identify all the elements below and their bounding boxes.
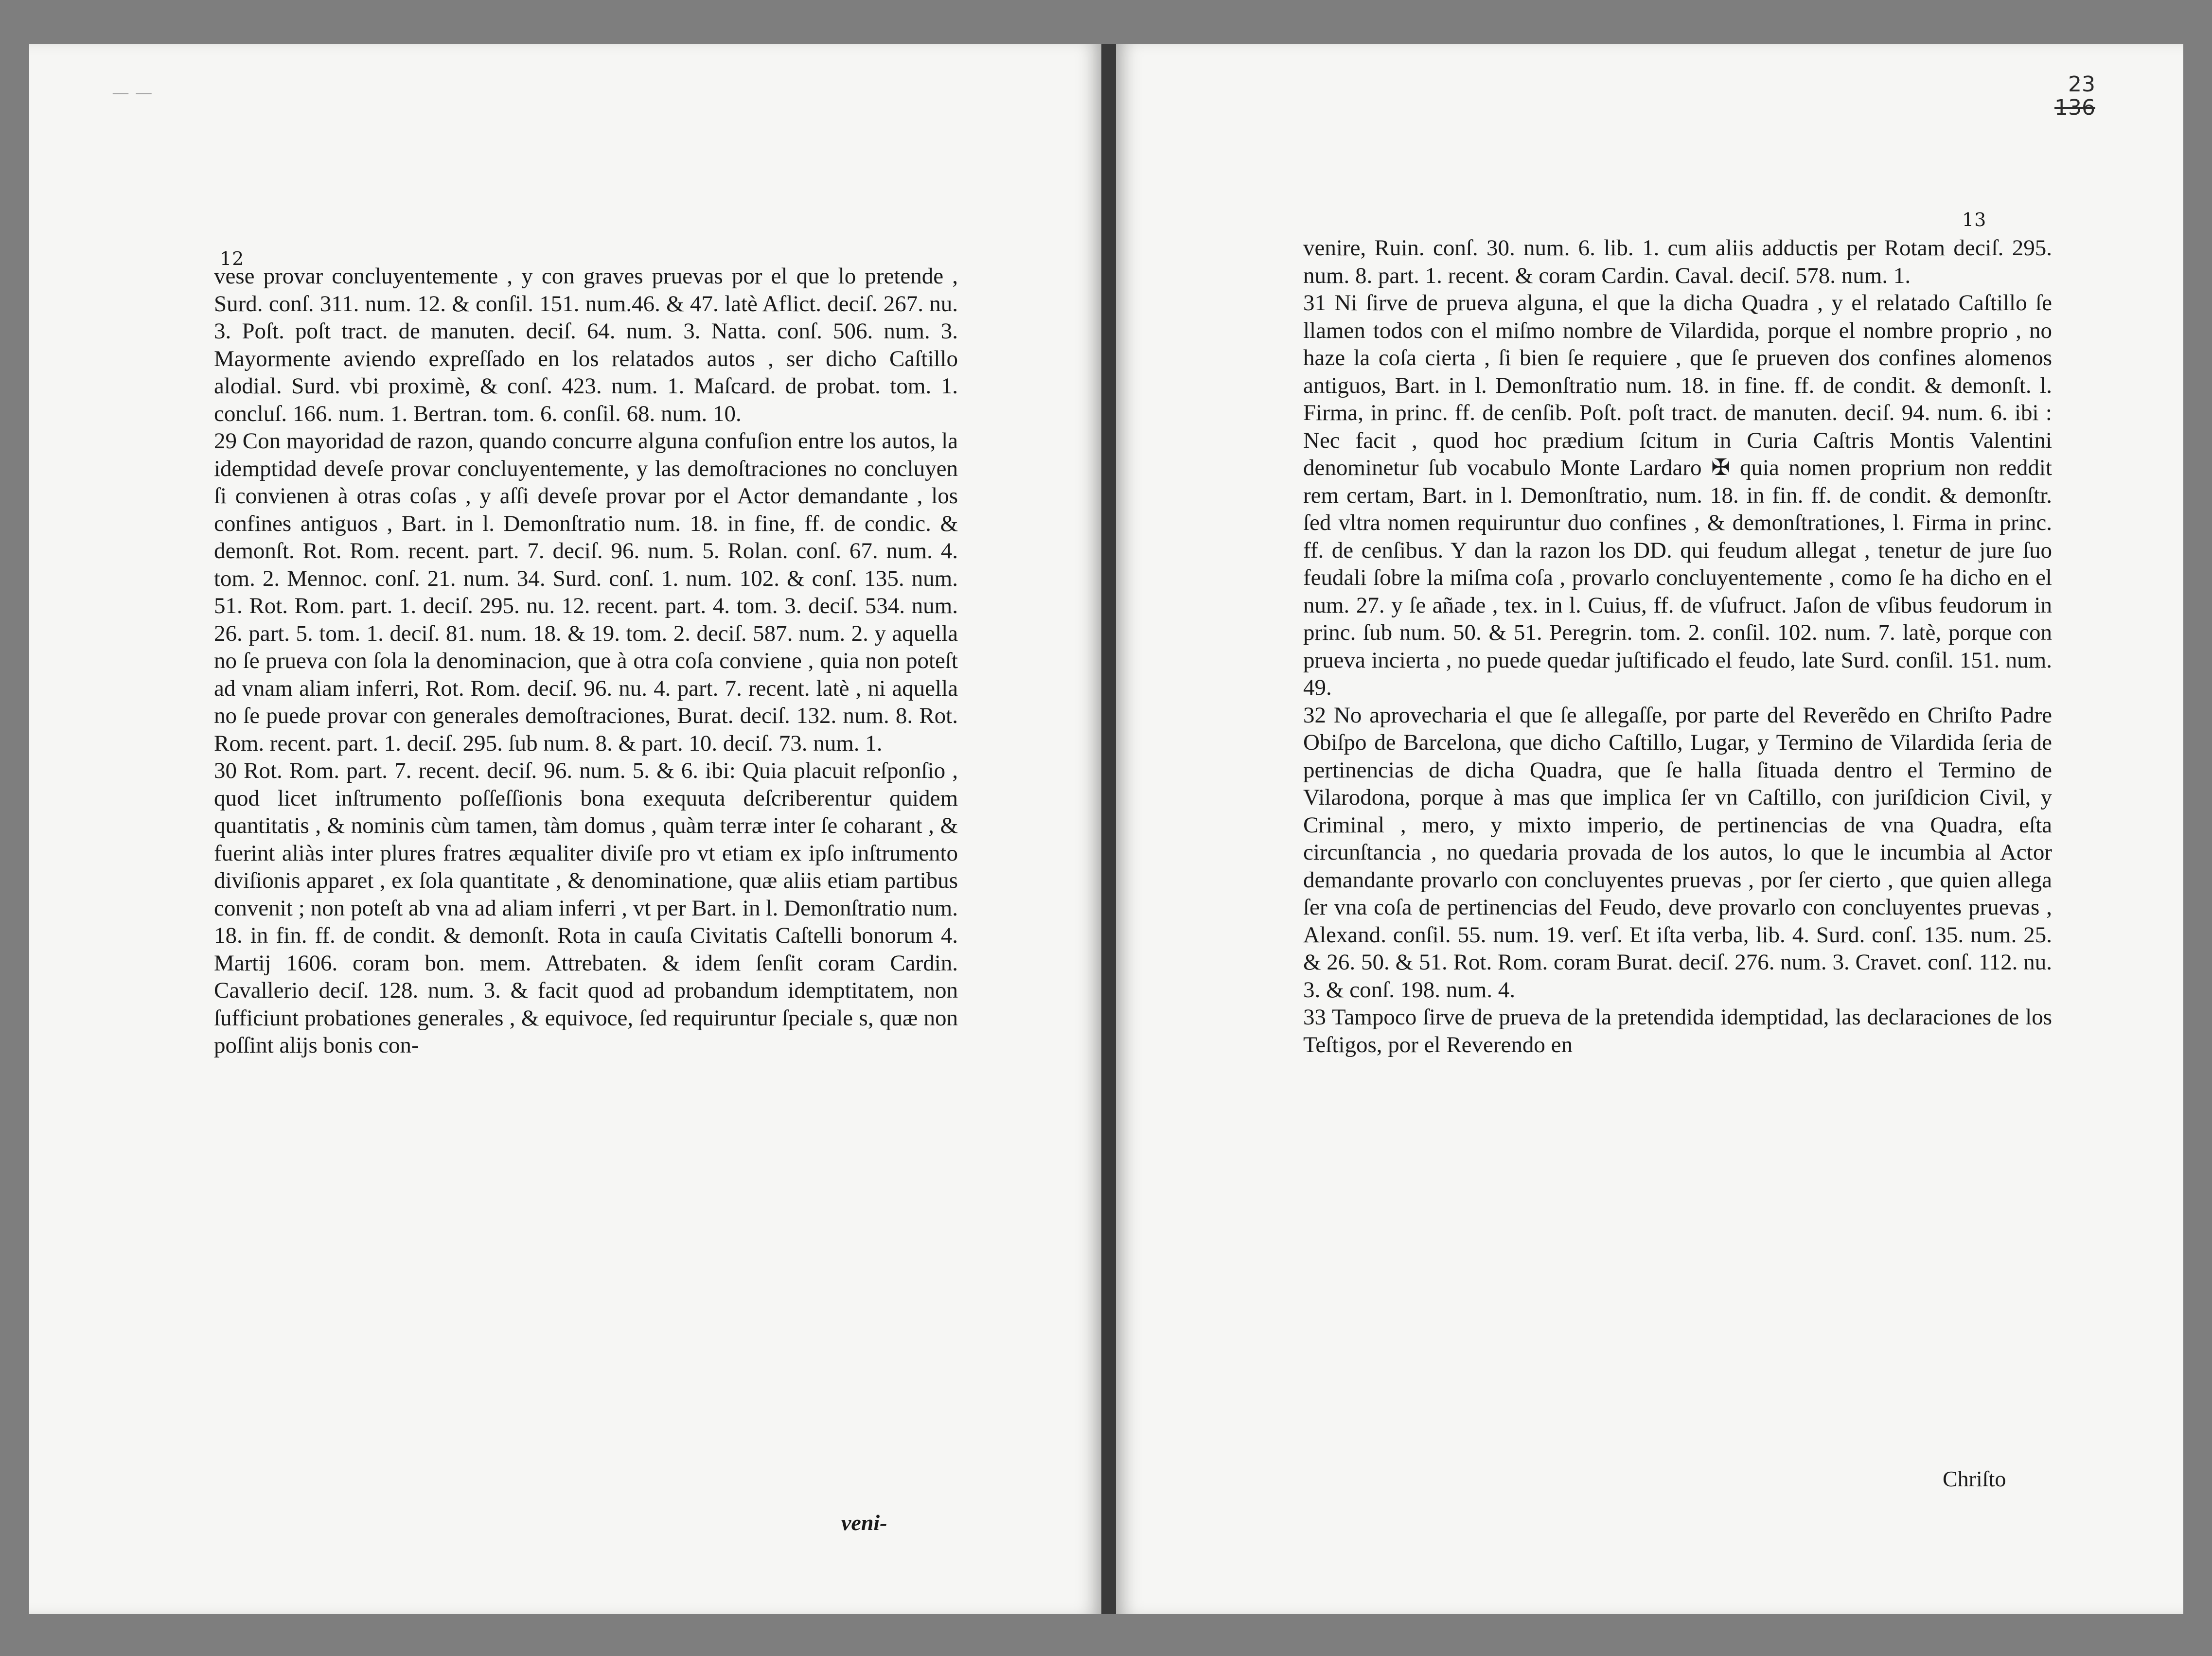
right-page: [1116, 44, 2183, 1614]
left-catchword: veni-: [841, 1510, 887, 1535]
paragraph: 31 Ni ſirve de prueva alguna, el que la dicha Quadra , y el relatado Caſtillo ſe llamen todos con el miſmo nombre de Vilardida, porque el nombre proprio , no haze la coſa cierta , ſi bien ſe requiere , que ſe prueven dos confines alomenos antiguos, Bart. in l. Demonſtratio num. 18. in fine. ff. de condit. & demonſt. l. Firma, in princ. ff. de cenſib. Poſt. poſt tract. de manuten. deciſ. 94. num. 6. ibi : Nec facit , quod hoc prædium ſcitum in Curia Caſtris Montis Valentini denominetur ſub vocabulo Monte Lardaro ✠ quia nomen proprium non reddit rem certam, Bart. in l. Demonſtratio, num. 18. in fin. ff. de condit. & demonſtr. ſed vltra nomen requiruntur duo confines , & demonſtrationes, l. Firma in princ. ff. de cenſibus. Y dan la razon los DD. qui feudum allegat , tenetur de jure ſuo feudali ſobre la miſma coſa , provarlo concluyentemente , como ſe ha dicho en el num. 27. y ſe añade , tex. in l. Cuius, ff. de vſufruct. Jaſon de vſibus feudorum in princ. ſub num. 50. & 51. Peregrin. tom. 2. conſil. 102. num. 7. latè, porque con prueva incierta , no puede quedar juſtificado el feudo, late Surd. conſil. 151. num. 49.: [1303, 290, 2052, 700]
paragraph: vese provar concluyentemente , y con graves pruevas por el que lo pretende , Surd. conſ. 311. num. 12. & conſil. 151. num.46. & 47. latè Aflict. deciſ. 267. nu. 3. Poſt. poſt tract. de manuten. deciſ. 64. num. 3. Natta. conſ. 506. num. 3. Mayormente aviendo expreſſado en los relatados autos , ser dicho Caſtillo alodial. Surd. vbi proximè, & conſ. 423. num. 1. Maſcard. de probat. tom. 1. concluſ. 166. num. 1. Bertran. tom. 6. conſil. 68. num. 10.: [214, 264, 958, 426]
paragraph: 30 Rot. Rom. part. 7. recent. deciſ. 96. num. 5. & 6. ibi: Quia placuit reſponſio , quod licet inſtrumento poſſeſſionis bona exequuta deſcriberentur quidem quantitatis , & nominis cùm tamen, tàm domus , quàm terræ inter ſe coharant , & fuerint aliàs inter plures fratres æqualiter diviſe pro vt etiam ex ipſo inſtrumento diviſionis apparet , ex ſola quantitate , & denominatione, quæ aliis etiam partibus convenit ; non poteſt ab vna ad aliam inferri , vt per Bart. in l. Demonſtratio num. 18. in fin. ff. de condit. & demonſt. Rota in cauſa Civitatis Caſtelli bonorum 4. Martij 1606. coram bon. mem. Attrebaten. & idem ſenſit coram Cardin. Cavallerio deciſ. 128. num. 3. & facit quod ad probandum idemptitatem, non ſufficiunt probationes generales , & equivoce, ſed requiruntur ſpeciale s, quæ non poſſint alijs bonis con-: [214, 758, 958, 1058]
folio-number: [2054, 73, 2095, 120]
paragraph: 32 No aprovecharia el que ſe allegaſſe, por parte del Reverẽdo en Chriſto Padre Obiſpo de Barcelona, que dicho Caſtillo, Lugar, y Termino de Vilardida ſeria de pertinencias de dicha Quadra, que ſe halla ſituada dentro el Termino de Vilarodona, porque à mas que implica ſer vn Caſtillo, con juriſdicion Civil, y Criminal , mero, y mixto imperio, de pertinencias de vna Quadra, eſta circunſtancia , no quedaria provada de los autos, lo que le incumbia al Actor demandante provarlo con concluyentes pruevas , por ſer cierto , que quien allega ſer vna coſa de pertinencias del Feudo, deve provarlo con concluyentes pruevas , Alexand. conſil. 55. num. 19. verſ. Et iſta verba, lib. 4. Surd. conſ. 135. num. 25. & 26. 50. & 51. Rot. Rom. coram Burat. deciſ. 276. num. 3. Cravet. conſ. 112. nu. 3. & conſ. 198. num. 4.: [1303, 702, 2052, 1003]
book-gutter: [1101, 44, 1116, 1614]
paragraph: venire, Ruin. conſ. 30. num. 6. lib. 1. cum aliis adductis per Rotam deciſ. 295. num. 8. part. 1. recent. & coram Cardin. Caval. deciſ. 578. num. 1.: [1303, 235, 2052, 288]
paragraph: 33 Tampoco ſirve de prueva de la pretendida idemptidad, las declaraciones de los Teſtigos, por el Reverendo en: [1303, 1004, 2052, 1057]
folio-new: 23: [2068, 72, 2095, 97]
left-page-number: 12: [220, 248, 245, 269]
folio-old: 136: [2054, 95, 2095, 120]
left-page-text: [214, 263, 958, 1059]
paragraph: 29 Con mayoridad de razon, quando concurre alguna confuſion entre los autos, la idemptidad deveſe provar concluyentemente, y las demoſtraciones no concluyen ſi convienen à otras coſas , y aſſi deveſe provar por el Actor demandante , los confines antiguos , Bart. in l. Demonſtratio num. 18. in fine, ff. de condic. & demonſt. Rot. Rom. recent. part. 7. deciſ. 96. num. 5. Rolan. conſ. 67. num. 4. tom. 2. Mennoc. conſ. 21. num. 34. Surd. conſ. 1. num. 102. & conſ. 135. num. 51. Rot. Rom. part. 1. deciſ. 295. nu. 12. recent. part. 4. tom. 3. deciſ. 534. num. 26. part. 5. tom. 1. deciſ. 81. num. 18. & 19. tom. 2. deciſ. 587. num. 2. y aquella no ſe prueva con ſola la denominacion, que à otra coſa conviene , quia non poteſt ad vnam aliam inferri, Rot. Rom. deciſ. 96. nu. 4. part. 7. recent. latè , ni aquella no ſe puede provar con generales demoſtraciones, Burat. deciſ. 132. num. 8. Rot. Rom. recent. part. 1. deciſ. 295. ſub num. 8. & part. 10. deciſ. 73. num. 1.: [214, 428, 958, 756]
book-spread: [29, 44, 2183, 1614]
right-page-text: [1303, 234, 2052, 1058]
margin-mark: — —: [112, 83, 153, 103]
left-page: [29, 44, 1101, 1614]
right-catchword: Chriſto: [1943, 1466, 2006, 1491]
right-page-number: 13: [1962, 209, 1987, 230]
